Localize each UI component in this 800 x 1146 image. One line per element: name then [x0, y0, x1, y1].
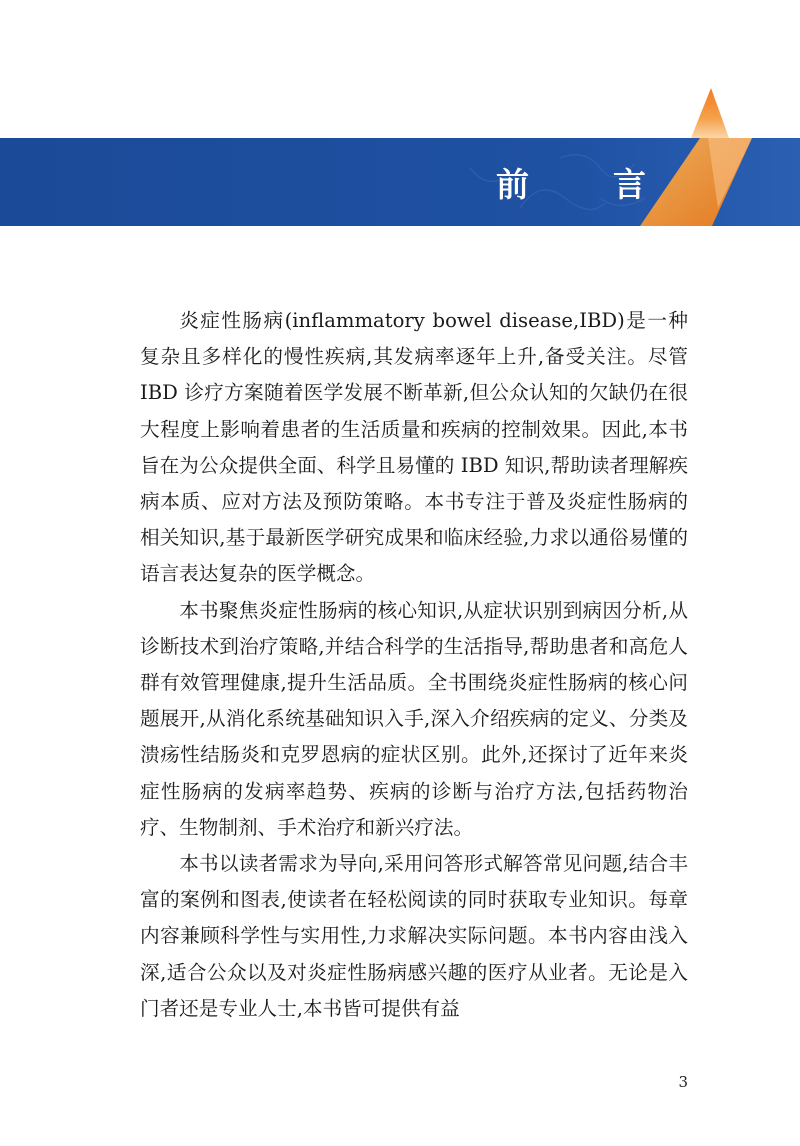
paragraph-2: 本书聚焦炎症性肠病的核心知识,从症状识别到病因分析,从诊断技术到治疗策略,并结合科学的生活指导,帮助患者和高危人群有效管理健康,提升生活品质。全书围绕炎症性肠病的核心问题展开,从消化系统基础知识入手,深入介绍疾病的定义、分类及溃疡性结肠炎和克罗恩病的症状区别。此外,还探讨了近年来炎症性肠病的发病率趋势、疾病的诊断与治疗方法,包括药物治疗、生物制剂、手术治疗和新兴疗法。	[140, 598, 688, 839]
paragraph-3: 本书以读者需求为导向,采用问答形式解答常见问题,结合丰富的案例和图表,使读者在轻松阅读的同时获取专业知识。每章内容兼顾科学性与实用性,力求解决实际问题。本书内容由浅入深,适合公众以及对炎症性肠病感兴趣的医疗从业者。无论是入门者还是专业人士,本书皆可提供有益	[140, 852, 688, 1020]
page-number: 3	[678, 1073, 688, 1091]
paragraph-1: 炎症性肠病(inflammatory bowel disease,IBD)是一种复杂且多样化的慢性疾病,其发病率逐年上升,备受关注。尽管 IBD 诊疗方案随着医学发展不断革新,但公众认知的欠缺仍在很大程度上影响着患者的生活质量和疾病的控制效果。因此,本书旨在为公众提供全面、科学且易懂的 IBD 知识,帮助读者理解疾病本质、应对方法及预防策略。本书专注于普及炎症性肠病的相关知识,基于最新医学研究成果和临床经验,力求以通俗易懂的语言表达复杂的医学概念。	[140, 309, 688, 586]
title-banner	[0, 138, 800, 226]
page-title	[496, 157, 646, 207]
orange-arrow-decoration	[683, 88, 743, 140]
page-title-char-1: 前	[496, 164, 529, 204]
page-title-char-2: 言	[613, 164, 646, 204]
banner-background	[0, 138, 800, 226]
preface-body	[140, 303, 688, 1027]
